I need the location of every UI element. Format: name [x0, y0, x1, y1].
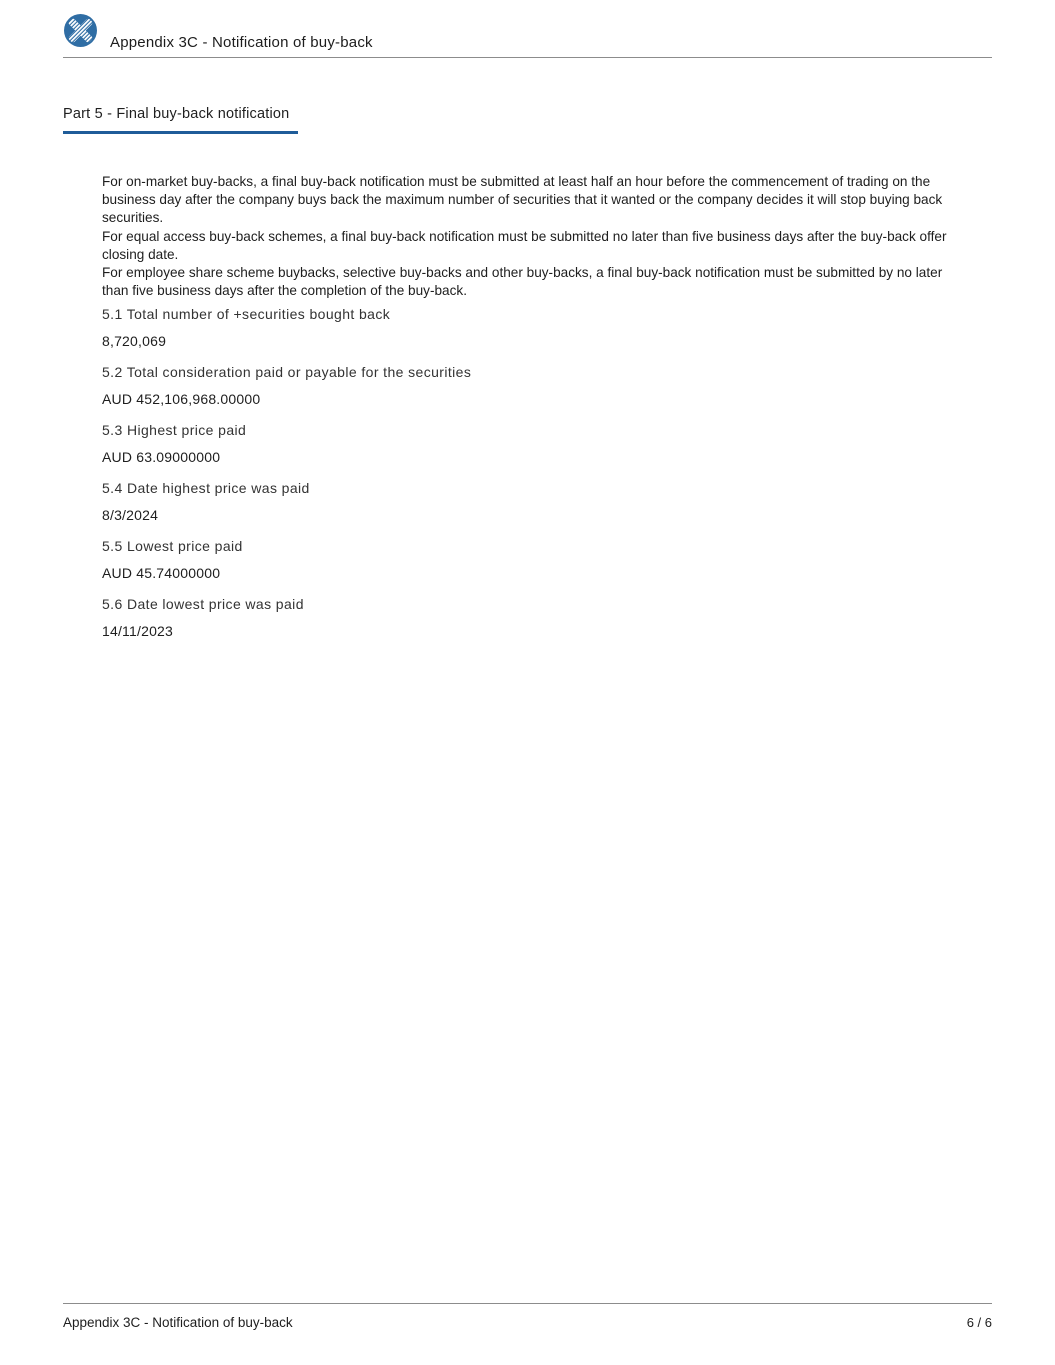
field-label: 5.1 Total number of +securities bought back	[102, 306, 391, 322]
intro-text	[102, 173, 952, 300]
field-highest-price	[102, 422, 952, 466]
field-total-securities	[102, 306, 952, 350]
field-date-highest-price	[102, 480, 952, 524]
field-value: 14/11/2023	[102, 623, 174, 639]
asx-logo-icon	[64, 14, 97, 47]
field-total-consideration	[102, 364, 952, 408]
header-title: Appendix 3C - Notification of buy-back	[110, 34, 373, 51]
field-value: 8/3/2024	[102, 507, 159, 523]
field-label: 5.6 Date lowest price was paid	[102, 596, 304, 612]
field-value: AUD 452,106,968.00000	[102, 391, 261, 407]
intro-paragraph: For equal access buy-back schemes, a final buy-back notification must be submitted no later than five business days after the buy-back offer closing date.	[102, 228, 947, 262]
page-number: 6 / 6	[966, 1315, 992, 1330]
field-label: 5.3 Highest price paid	[102, 422, 247, 438]
page-footer	[63, 1303, 992, 1330]
field-date-lowest-price	[102, 596, 952, 640]
field-value: 8,720,069	[102, 333, 167, 349]
section-title-underline	[63, 131, 298, 134]
field-label: 5.2 Total consideration paid or payable for the securities	[102, 364, 472, 380]
field-value: AUD 45.74000000	[102, 565, 221, 581]
field-value: AUD 63.09000000	[102, 449, 221, 465]
form-fields	[102, 306, 952, 654]
intro-paragraph: For employee share scheme buybacks, selective buy-backs and other buy-backs, a final buy-back notification must be submitted by no later than five business days after the completion of the buy-back.	[102, 265, 943, 299]
field-label: 5.5 Lowest price paid	[102, 538, 243, 554]
page-header	[63, 0, 992, 58]
intro-paragraph: For on-market buy-backs, a final buy-back notification must be submitted at least half an hour before the commencement of trading on the business day after the company buys back the maximum number of securities that it wanted or the company decides it will stop buying back securities.	[102, 174, 943, 226]
field-label: 5.4 Date highest price was paid	[102, 480, 310, 496]
field-lowest-price	[102, 538, 952, 582]
footer-title: Appendix 3C - Notification of buy-back	[63, 1315, 293, 1330]
section-title: Part 5 - Final buy-back notification	[63, 106, 290, 122]
